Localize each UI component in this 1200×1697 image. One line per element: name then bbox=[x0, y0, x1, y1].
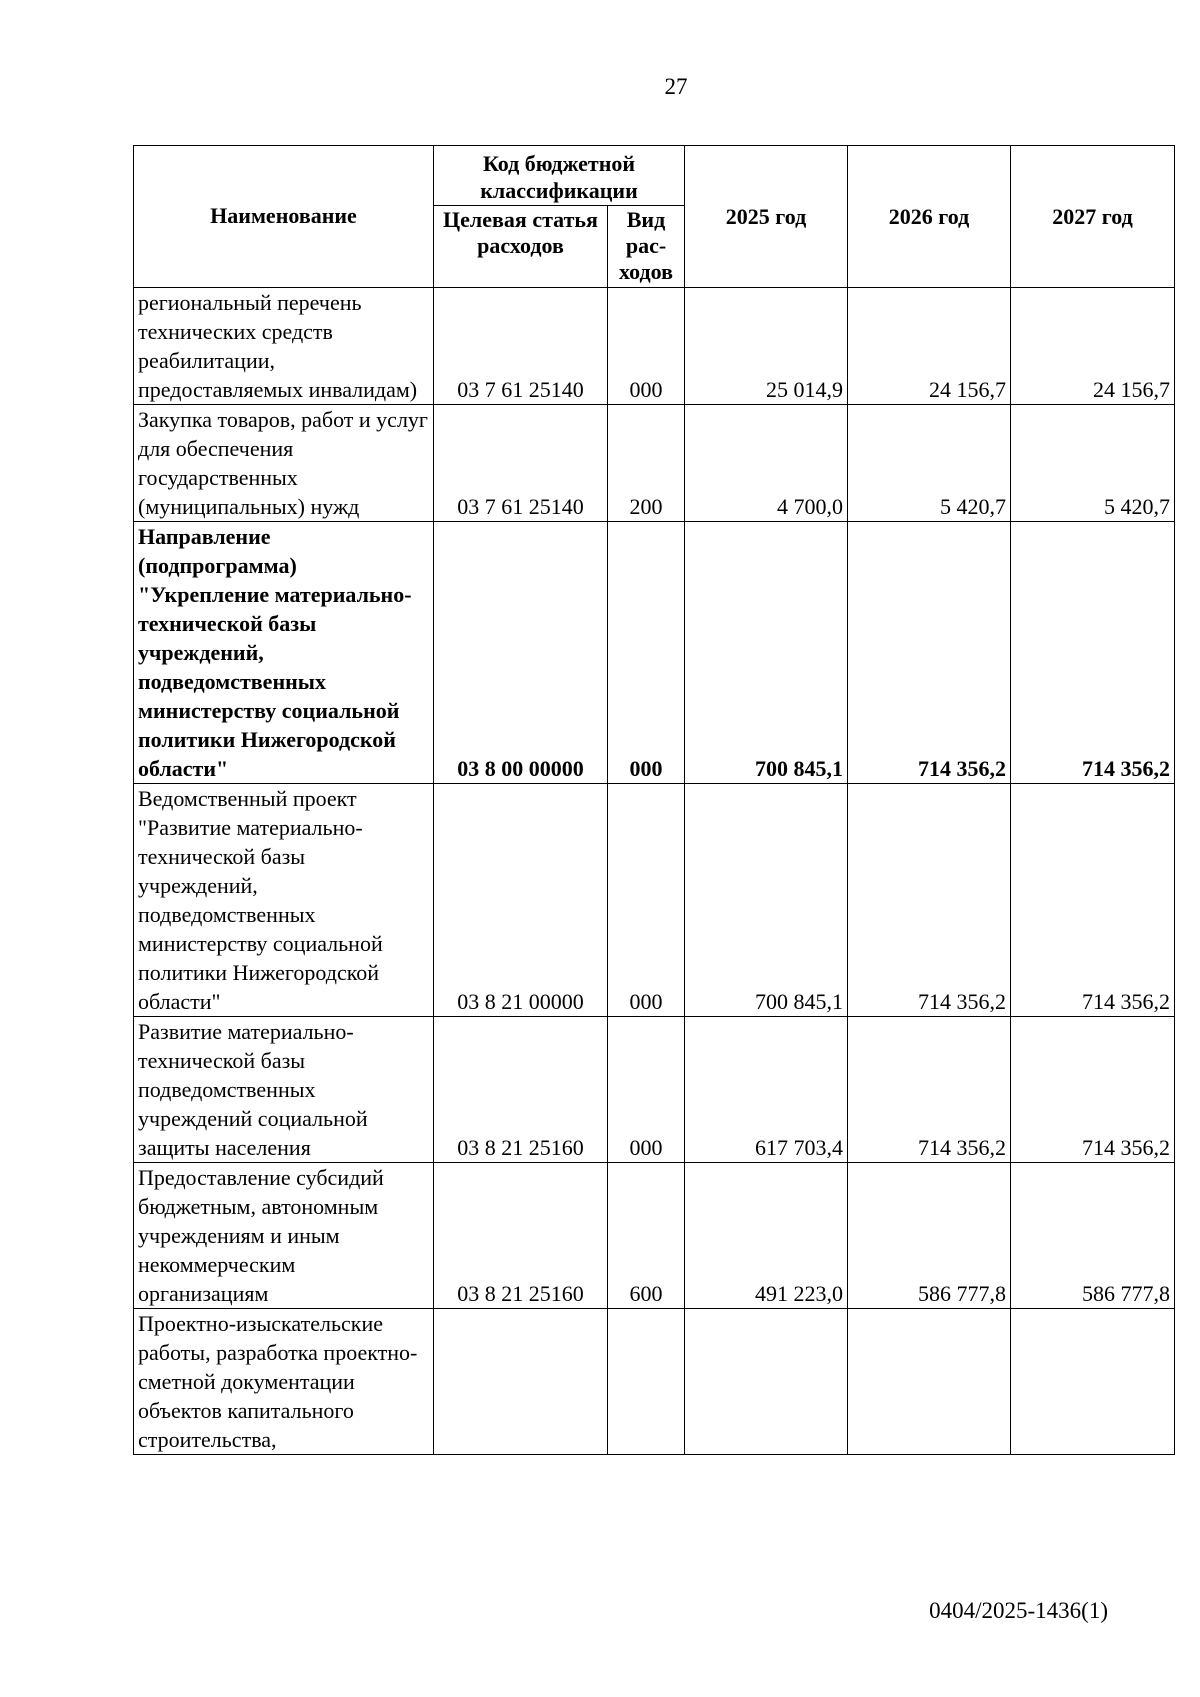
row-target-article: 03 8 00 00000 bbox=[434, 522, 608, 784]
row-2026: 24 156,7 bbox=[848, 288, 1011, 405]
row-expense-type: 200 bbox=[608, 405, 685, 522]
row-expense-type bbox=[608, 1309, 685, 1455]
header-2026: 2026 год bbox=[848, 146, 1011, 288]
header-name: Наименование bbox=[134, 146, 434, 288]
budget-table bbox=[133, 145, 1175, 1455]
row-target-article: 03 7 61 25140 bbox=[434, 405, 608, 522]
row-2025 bbox=[685, 1309, 848, 1455]
row-2025: 491 223,0 bbox=[685, 1163, 848, 1309]
row-2027: 714 356,2 bbox=[1011, 1017, 1175, 1163]
header-2027: 2027 год bbox=[1011, 146, 1175, 288]
row-expense-type: 000 bbox=[608, 1017, 685, 1163]
table-row bbox=[134, 405, 1175, 522]
row-name: Проектно-изыскательские работы, разработка проектно-сметной документации объектов капитального строительства, bbox=[134, 1309, 434, 1455]
header-expense-type: Вид рас-ходов bbox=[608, 206, 685, 288]
table-row-subprogram bbox=[134, 522, 1175, 784]
row-2026: 5 420,7 bbox=[848, 405, 1011, 522]
header-budget-code: Код бюджетной классификации bbox=[434, 146, 685, 206]
row-2026: 714 356,2 bbox=[848, 1017, 1011, 1163]
row-target-article bbox=[434, 1309, 608, 1455]
row-2026: 714 356,2 bbox=[848, 784, 1011, 1017]
row-2027: 586 777,8 bbox=[1011, 1163, 1175, 1309]
header-target-article: Целевая статья расходов bbox=[434, 206, 608, 288]
row-2026 bbox=[848, 1309, 1011, 1455]
row-target-article: 03 8 21 25160 bbox=[434, 1017, 608, 1163]
header-2025: 2025 год bbox=[685, 146, 848, 288]
row-expense-type: 000 bbox=[608, 784, 685, 1017]
table-row bbox=[134, 288, 1175, 405]
row-name: Закупка товаров, работ и услуг для обеспечения государственных (муниципальных) нужд bbox=[134, 405, 434, 522]
row-target-article: 03 8 21 25160 bbox=[434, 1163, 608, 1309]
row-2027: 714 356,2 bbox=[1011, 784, 1175, 1017]
table-row bbox=[134, 1017, 1175, 1163]
document-id: 0404/2025-1436(1) bbox=[929, 1598, 1108, 1623]
row-name: Предоставление субсидий бюджетным, автономным учреждениям и иным некоммерческим организациям bbox=[134, 1163, 434, 1309]
row-2025: 617 703,4 bbox=[685, 1017, 848, 1163]
row-expense-type: 000 bbox=[608, 522, 685, 784]
row-name: Направление (подпрограмма) "Укрепление материально-технической базы учреждений, подведомственных министерству социальной политики Нижегородской области" bbox=[134, 522, 434, 784]
row-target-article: 03 7 61 25140 bbox=[434, 288, 608, 405]
row-2027: 5 420,7 bbox=[1011, 405, 1175, 522]
table-row bbox=[134, 1163, 1175, 1309]
row-2025: 25 014,9 bbox=[685, 288, 848, 405]
row-expense-type: 000 bbox=[608, 288, 685, 405]
page-number: 27 bbox=[664, 74, 688, 99]
row-2027 bbox=[1011, 1309, 1175, 1455]
row-2025: 700 845,1 bbox=[685, 784, 848, 1017]
row-2025: 700 845,1 bbox=[685, 522, 848, 784]
row-2026: 586 777,8 bbox=[848, 1163, 1011, 1309]
row-name: региональный перечень технических средств реабилитации, предоставляемых инвалидам) bbox=[134, 288, 434, 405]
header-row-1 bbox=[134, 146, 1175, 206]
row-2027: 714 356,2 bbox=[1011, 522, 1175, 784]
row-2025: 4 700,0 bbox=[685, 405, 848, 522]
row-name: Ведомственный проект "Развитие материально-технической базы учреждений, подведомственных министерству социальной политики Нижегородской области" bbox=[134, 784, 434, 1017]
table-row bbox=[134, 784, 1175, 1017]
row-2026: 714 356,2 bbox=[848, 522, 1011, 784]
row-name: Развитие материально-технической базы подведомственных учреждений социальной защиты населения bbox=[134, 1017, 434, 1163]
row-2027: 24 156,7 bbox=[1011, 288, 1175, 405]
table-row bbox=[134, 1309, 1175, 1455]
row-target-article: 03 8 21 00000 bbox=[434, 784, 608, 1017]
row-expense-type: 600 bbox=[608, 1163, 685, 1309]
